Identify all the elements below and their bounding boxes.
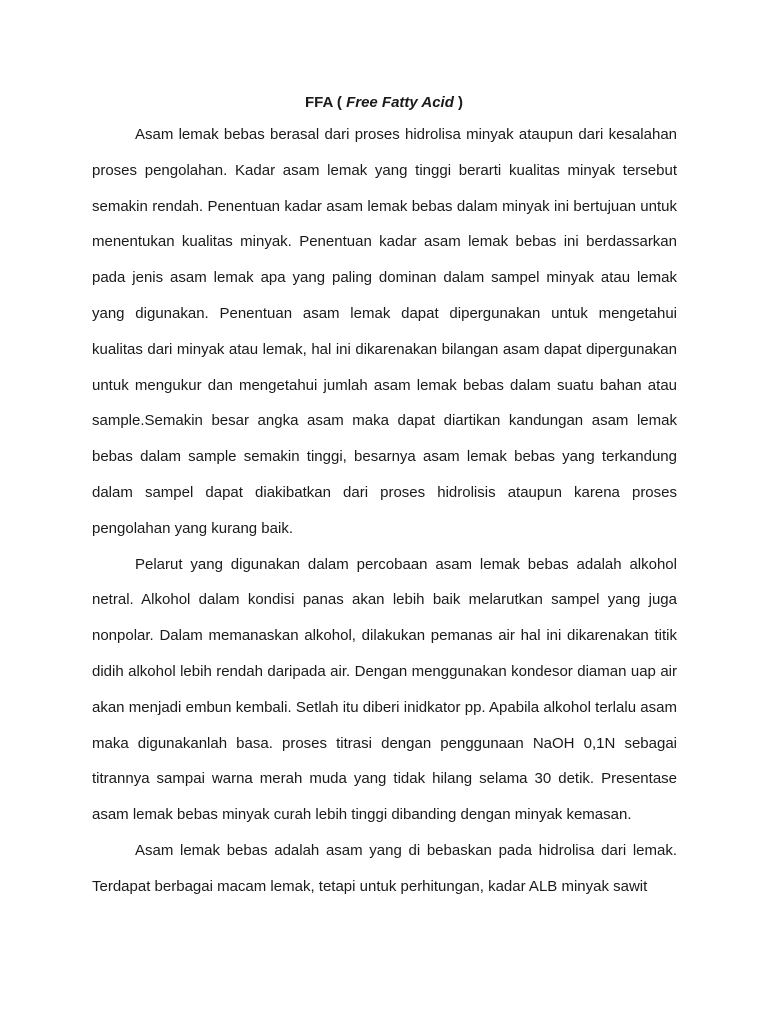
paragraph-1: Asam lemak bebas berasal dari proses hidrolisa minyak ataupun dari kesalahan proses pengolahan. Kadar asam lemak yang tinggi berarti kualitas minyak tersebut semakin rendah. Penentuan kadar asam lemak bebas dalam minyak ini bertujuan untuk menentukan kualitas minyak. Penentuan kadar asam lemak bebas ini berdassarkan pada jenis asam lemak apa yang paling dominan dalam sampel minyak atau lemak yang digunakan. Penentuan asam lemak dapat dipergunakan untuk mengetahui kualitas dari minyak atau lemak, hal ini dikarenakan bilangan asam dapat dipergunakan untuk mengukur dan mengetahui jumlah asam lemak bebas dalam suatu bahan atau sample.Semakin besar angka asam maka dapat diartikan kandungan asam lemak bebas dalam sample semakin tinggi, besarnya asam lemak bebas yang terkandung dalam sampel dapat diakibatkan dari proses hidrolisis ataupun karena proses pengolahan yang kurang baik. (92, 126, 677, 537)
document-body (92, 117, 677, 905)
document-title (0, 92, 768, 114)
paragraph-2: Pelarut yang digunakan dalam percobaan asam lemak bebas adalah alkohol netral. Alkohol dalam kondisi panas akan lebih baik melarutkan sampel yang juga nonpolar. Dalam memanaskan alkohol, dilakukan pemanas air hal ini dikarenakan titik didih alkohol lebih rendah daripada air. Dengan menggunakan kondesor diaman uap air akan menjadi embun kembali. Setlah itu diberi inidkator pp. Apabila alkohol terlalu asam maka digunakanlah basa. proses titrasi dengan penggunaan NaOH 0,1N sebagai titrannya sampai warna merah muda yang tidak hilang selama 30 detik. Presentase asam lemak bebas minyak curah lebih tinggi dibanding dengan minyak kemasan. (92, 555, 677, 824)
title-suffix: ) (453, 94, 464, 111)
title-prefix: FFA ( (304, 94, 347, 111)
paragraph-3: Asam lemak bebas adalah asam yang di bebaskan pada hidrolisa dari lemak. Terdapat berbagai macam lemak, tetapi untuk perhitungan, kadar ALB minyak sawit (92, 841, 677, 895)
title-italic: Free Fatty Acid (346, 94, 454, 111)
